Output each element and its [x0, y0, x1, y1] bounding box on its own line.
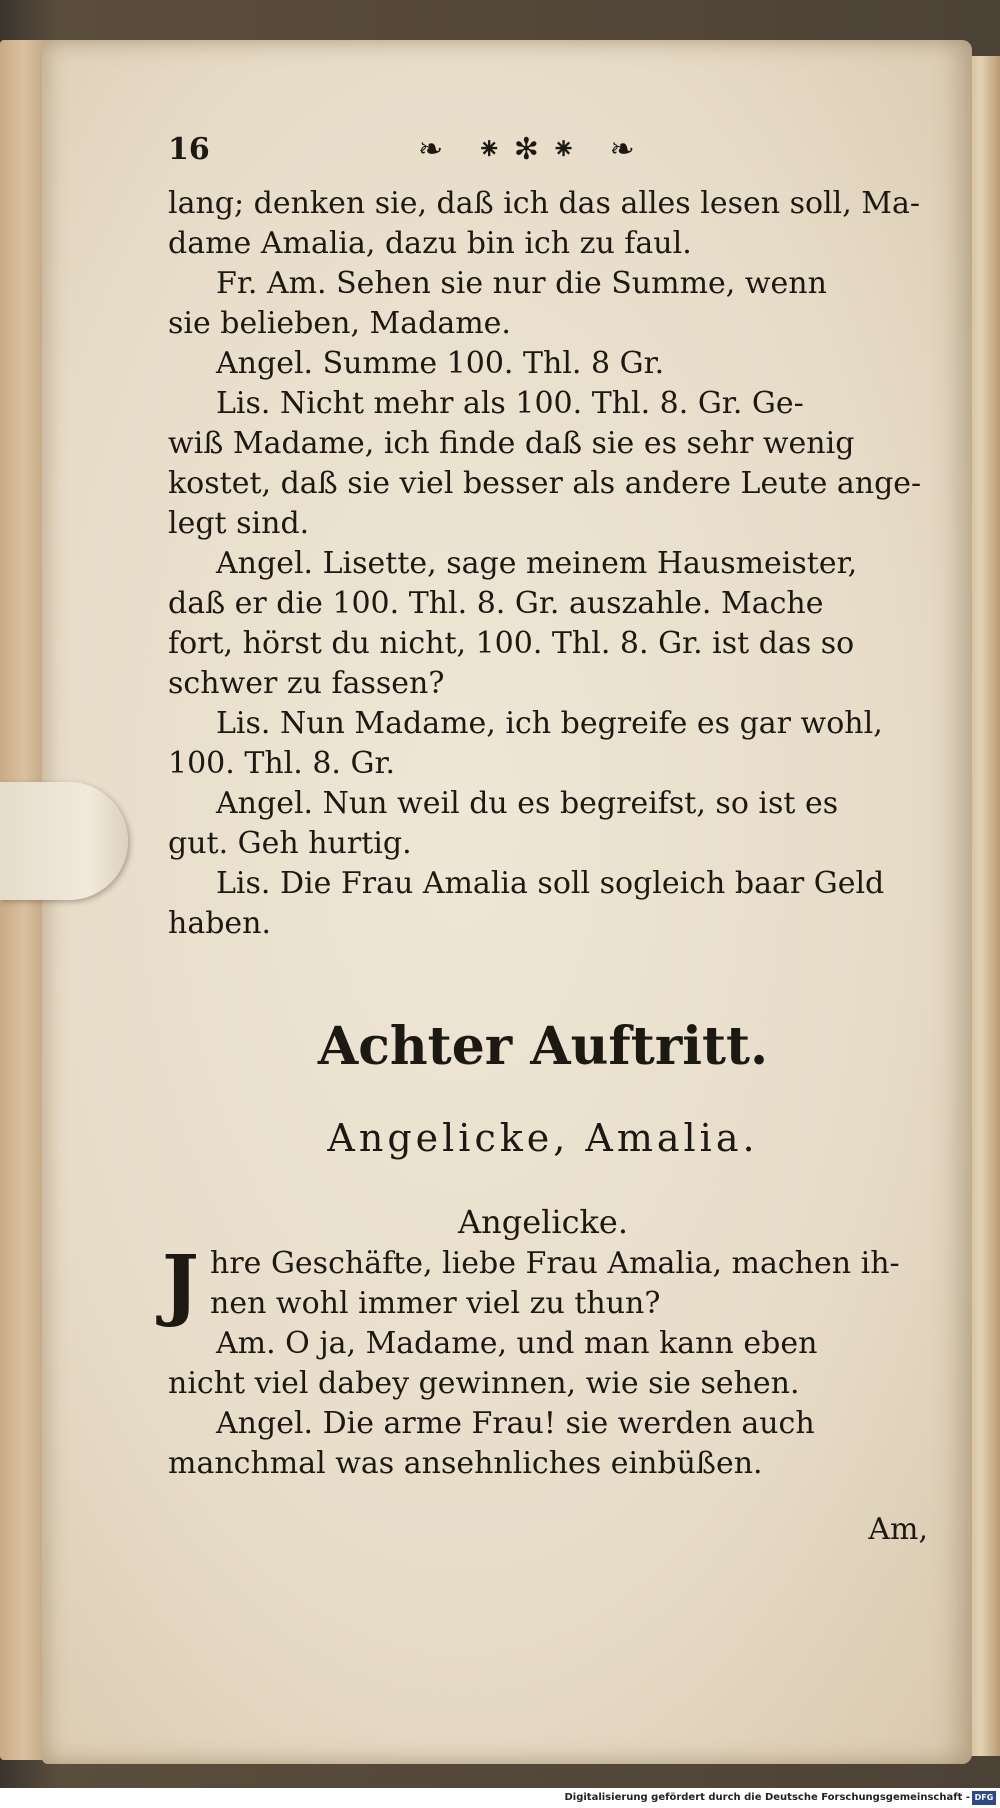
text-line: hre Geschäfte, liebe Frau Amalia, machen ih- — [210, 1246, 900, 1281]
text-line: legt sind. — [168, 506, 310, 541]
text-line: Lis. Nicht mehr als 100. Thl. 8. Gr. Ge- — [216, 386, 804, 421]
page-number: 16 — [168, 132, 210, 167]
dialogue-block — [168, 184, 938, 944]
text-line: manchmal was ansehnliches einbüßen. — [168, 1446, 763, 1481]
text-line: schwer zu fassen? — [168, 666, 445, 701]
footer-credit: Digitalisierung gefördert durch die Deutsche Forschungsgemeinschaft - — [564, 1792, 970, 1803]
scene-characters: Angelicke, Amalia. — [327, 1116, 759, 1160]
page-text — [162, 122, 938, 1550]
dfg-logo-icon: DFG — [972, 1791, 996, 1805]
text-line: Lis. Nun Madame, ich begreife es gar wohl, — [216, 706, 883, 741]
text-line: nen wohl immer viel zu thun? — [210, 1286, 661, 1321]
text-line: Fr. Am. Sehen sie nur die Summe, wenn — [216, 266, 827, 301]
scene-dialogue — [162, 1239, 938, 1484]
text-line: haben. — [168, 906, 272, 941]
drop-cap: J — [162, 1239, 199, 1330]
text-line: wiß Madame, ich finde daß sie es sehr wenig — [168, 426, 855, 461]
text-line: daß er die 100. Thl. 8. Gr. auszahle. Mache — [168, 586, 824, 621]
text-line: kostet, daß sie viel besser als andere Leute ange- — [168, 466, 922, 501]
text-line: 100. Thl. 8. Gr. — [168, 746, 396, 781]
text-line: fort, hörst du nicht, 100. Thl. 8. Gr. ist das so — [168, 626, 855, 661]
text-line: nicht viel dabey gewinnen, wie sie sehen. — [168, 1366, 800, 1401]
page-tab — [0, 782, 128, 900]
text-line: Angel. Nun weil du es begreifst, so ist es — [216, 786, 839, 821]
text-line: gut. Geh hurtig. — [168, 826, 412, 861]
text-line: Am. O ja, Madame, und man kann eben — [216, 1326, 818, 1361]
text-line: lang; denken sie, daß ich das alles lesen soll, Ma- — [168, 186, 921, 221]
text-line: dame Amalia, dazu bin ich zu faul. — [168, 226, 692, 261]
header-ornament-icon: ❧ ⁕✻⁕ ❧ — [418, 132, 647, 167]
text-line: Lis. Die Frau Amalia soll sogleich baar Geld — [216, 866, 885, 901]
scene-title: Achter Auftritt. — [317, 1016, 769, 1077]
speaker-heading: Angelicke. — [457, 1203, 629, 1241]
text-line: Angel. Summe 100. Thl. 8 Gr. — [216, 346, 665, 381]
page-header — [168, 122, 938, 178]
catchword: Am, — [868, 1512, 928, 1547]
text-line: Angel. Die arme Frau! sie werden auch — [216, 1406, 815, 1441]
text-line: sie belieben, Madame. — [168, 306, 511, 341]
text-line: Angel. Lisette, sage meinem Hausmeister, — [216, 546, 858, 581]
